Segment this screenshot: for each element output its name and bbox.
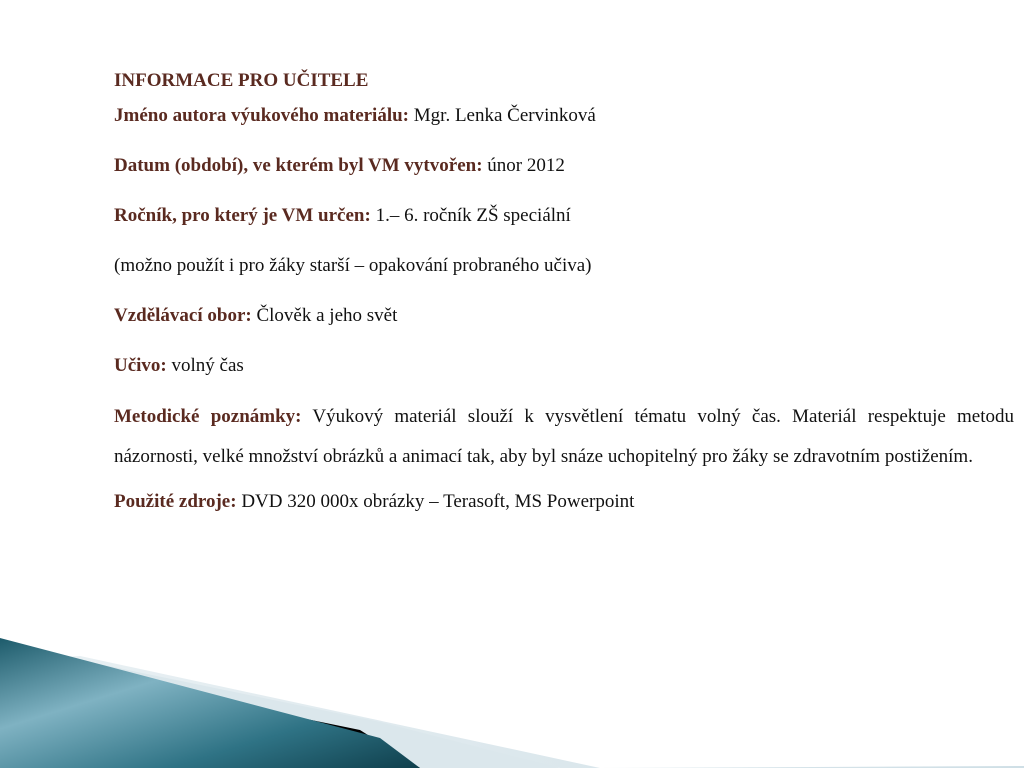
grade-note: (možno použít i pro žáky starší – opakování probraného učiva): [114, 255, 592, 276]
sources-line: [114, 489, 1014, 515]
date-value: únor 2012: [482, 155, 565, 176]
author-label: Jméno autora výukového materiálu:: [114, 105, 410, 126]
notes-value: Výukový materiál slouží k vysvětlení tématu volný čas. Materiál respektuje metodu názornosti, velké množství obrázků a animací tak, aby byl snáze uchopitelný pro žáky se zdravotním postižením.: [114, 406, 1014, 467]
date-line: [114, 153, 1014, 179]
sources-label: Použité zdroje:: [114, 491, 237, 512]
grade-value: 1.– 6. ročník ZŠ speciální: [370, 205, 571, 226]
field-line: [114, 303, 1014, 329]
date-label: Datum (období), ve kterém byl VM vytvořen:: [114, 155, 483, 176]
grade-line: [114, 203, 1014, 229]
topic-label: Učivo:: [114, 355, 167, 376]
teal-band: [0, 638, 420, 768]
author-line: [114, 103, 1014, 129]
notes-label: Metodické poznámky:: [114, 406, 302, 427]
grade-label: Ročník, pro který je VM určen:: [114, 205, 371, 226]
topic-line: [114, 353, 1014, 379]
slide-content: [114, 68, 1014, 539]
page-title: INFORMACE PRO UČITELE: [114, 70, 369, 91]
sources-value: DVD 320 000x obrázky – Terasoft, MS Powerpoint: [236, 491, 635, 512]
field-value: Člověk a jeho svět: [251, 305, 398, 326]
topic-value: volný čas: [166, 355, 244, 376]
author-value: Mgr. Lenka Červinková: [409, 105, 596, 126]
notes-paragraph: [114, 397, 1014, 477]
decorative-corner-graphic: [0, 638, 1024, 768]
field-label: Vzdělávací obor:: [114, 305, 252, 326]
